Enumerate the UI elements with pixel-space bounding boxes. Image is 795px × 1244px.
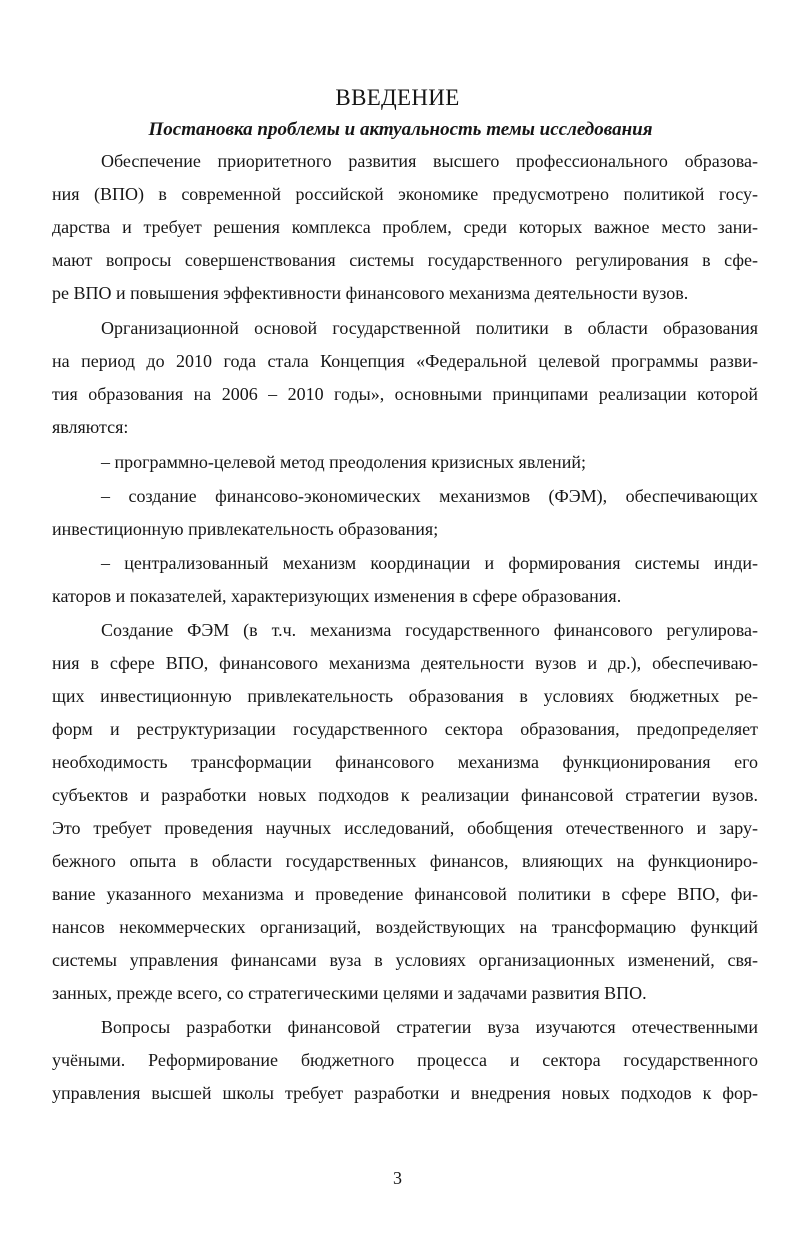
text-line: ния (ВПО) в современной российской экономике предусмотрено политикой госу-: [52, 184, 758, 204]
text-line: Организационной основой государственной политики в области образования: [101, 318, 758, 338]
text-line: форм и реструктуризации государственного сектора образования, предопределяет: [52, 719, 758, 739]
text-line: Вопросы разработки финансовой стратегии вуза изучаются отечественными: [101, 1017, 758, 1037]
text-line: нансов некоммерческих организаций, воздействующих на трансформацию функций: [52, 917, 758, 937]
text-line: дарства и требует решения комплекса проблем, среди которых важное место зани-: [52, 217, 758, 237]
text-line: бежного опыта в области государственных финансов, влияющих на функциониро-: [52, 851, 758, 871]
text-line: мают вопросы совершенствования системы государственного регулирования в сфе-: [52, 250, 758, 270]
section-title: ВВЕДЕНИЕ: [335, 85, 460, 110]
text-line: инвестиционную привлекательность образования;: [52, 519, 439, 539]
text-line: Обеспечение приоритетного развития высшего профессионального образова-: [101, 151, 758, 171]
list-item: – централизованный механизм координации и формирования системы инди-: [101, 553, 758, 573]
text-line: учёными. Реформирование бюджетного процесса и сектора государственного: [52, 1050, 758, 1070]
text-line: щих инвестиционную привлекательность образования в условиях бюджетных ре-: [52, 686, 758, 706]
text-line: занных, прежде всего, со стратегическими целями и задачами развития ВПО.: [52, 983, 647, 1003]
text-line: Это требует проведения научных исследований, обобщения отечественного и зару-: [52, 818, 758, 838]
section-subtitle: Постановка проблемы и актуальность темы исследования: [148, 119, 653, 140]
text-line: каторов и показателей, характеризующих изменения в сфере образования.: [52, 586, 622, 606]
text-line: системы управления финансами вуза в условиях организационных изменений, свя-: [52, 950, 758, 970]
text-line: тия образования на 2006 – 2010 годы», основными принципами реализации которой: [52, 384, 758, 404]
text-line: необходимость трансформации финансового механизма функционирования его: [52, 752, 758, 772]
list-item: – создание финансово-экономических механизмов (ФЭМ), обеспечивающих: [101, 486, 758, 506]
text-line: ре ВПО и повышения эффективности финансового механизма деятельности вузов.: [52, 283, 689, 303]
text-line: на период до 2010 года стала Концепция «Федеральной целевой программы разви-: [52, 351, 758, 371]
text-line: Создание ФЭМ (в т.ч. механизма государственного финансового регулирова-: [101, 620, 758, 640]
list-item: – программно-целевой метод преодоления кризисных явлений;: [101, 452, 586, 472]
text-line: являются:: [52, 417, 129, 437]
text-line: вание указанного механизма и проведение финансовой политики в сфере ВПО, фи-: [52, 884, 758, 904]
page-number: 3: [393, 1168, 402, 1188]
text-line: субъектов и разработки новых подходов к реализации финансовой стратегии вузов.: [52, 785, 758, 805]
text-line: управления высшей школы требует разработки и внедрения новых подходов к фор-: [52, 1083, 758, 1103]
text-line: ния в сфере ВПО, финансового механизма деятельности вузов и др.), обеспечиваю-: [52, 653, 758, 673]
